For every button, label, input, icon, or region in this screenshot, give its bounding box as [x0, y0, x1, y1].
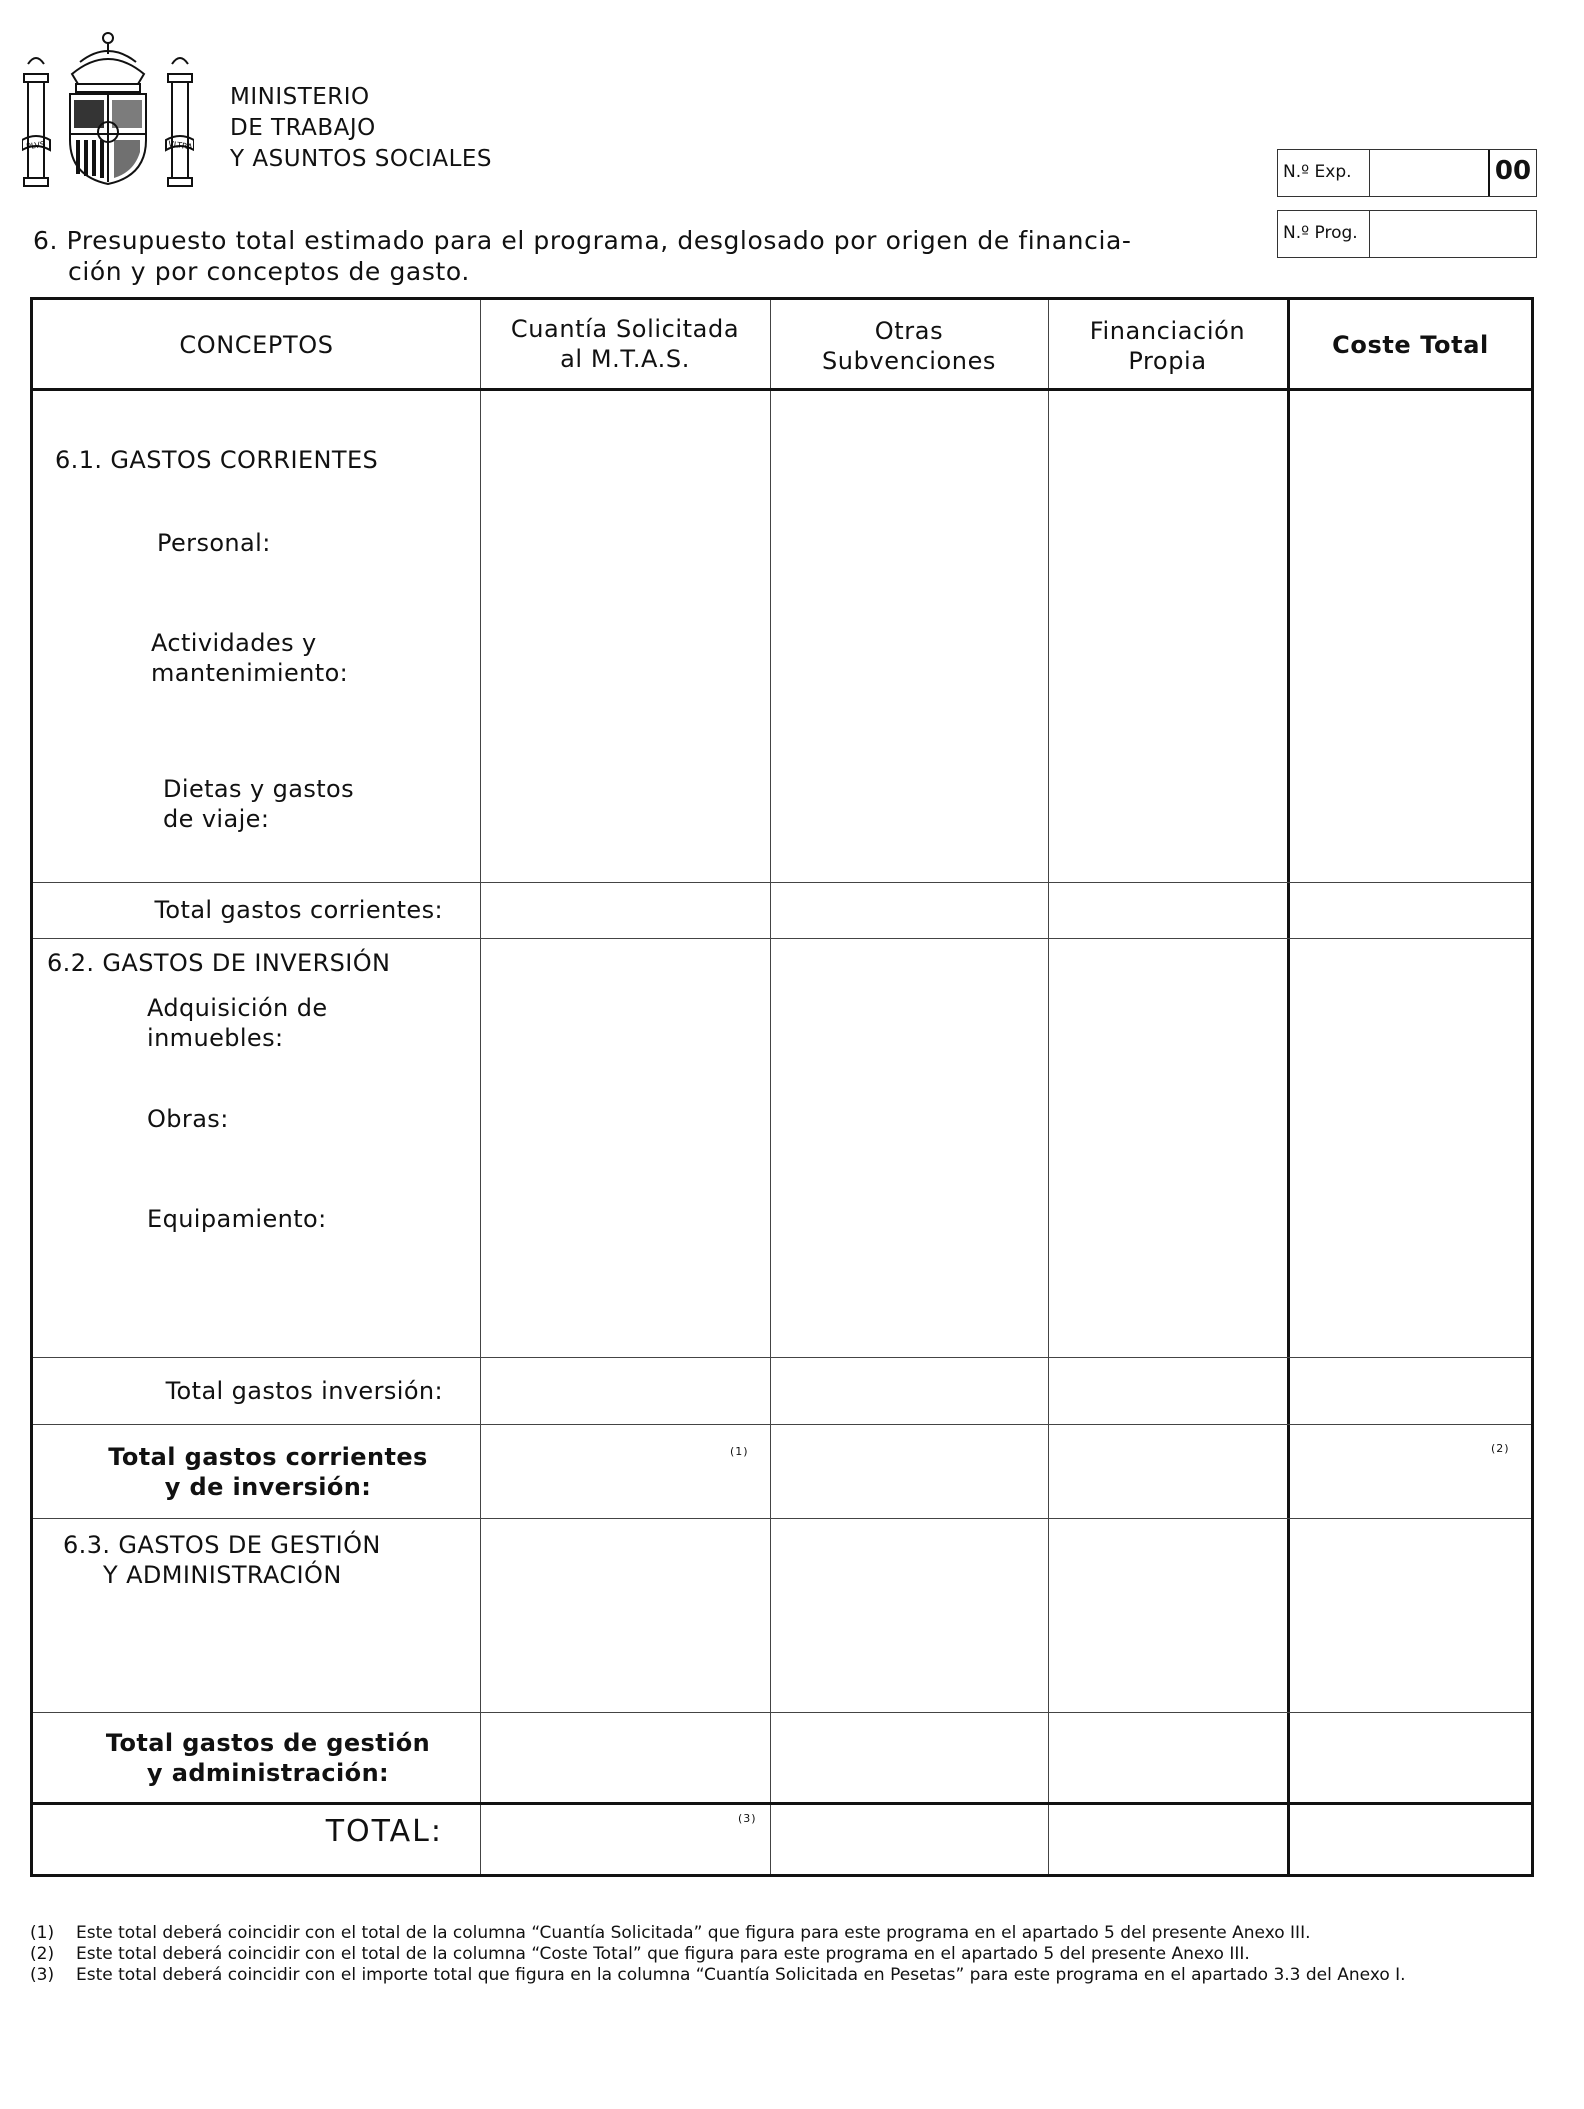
coat-of-arms-emblem [22, 30, 194, 188]
row-equipamiento: Equipamiento: [147, 1205, 327, 1233]
row-dietas-line-1: Dietas y gastos [163, 775, 355, 803]
ministry-line-3: Y ASUNTOS SOCIALES [230, 146, 493, 172]
row-total-gestion-line-1: Total gastos de gestión [105, 1729, 431, 1757]
section-title-line-2: ción y por conceptos de gasto. [68, 257, 470, 286]
footnote-1-number: (1) [30, 1923, 55, 1943]
row-divider [33, 1357, 1531, 1358]
row-divider [33, 1424, 1531, 1425]
footnote-1 [30, 1923, 1540, 1944]
row-obras: Obras: [147, 1105, 229, 1133]
prog-number-box [1277, 210, 1537, 258]
row-divider [33, 938, 1531, 939]
column-header-cuantia [480, 314, 770, 374]
svg-text:PLVS: PLVS [25, 139, 46, 152]
svg-text:VLTRA: VLTRA [167, 139, 194, 152]
column-header-otras-line-1: Otras [874, 317, 944, 345]
row-adquisicion-line-2: inmuebles: [147, 1024, 284, 1052]
section-gastos-gestion [63, 1530, 381, 1590]
row-dietas [163, 774, 354, 834]
footnote-1-text: Este total deberá coincidir con el total de la columna “Cuantía Solicitada” que figura para este programa en el apartado 5 del presente Anexo III. [76, 1923, 1311, 1943]
row-divider [33, 1802, 1531, 1805]
footnote-2-number: (2) [30, 1944, 55, 1964]
row-total-gestion [93, 1728, 443, 1788]
footnote-ref-2: (2) [1491, 1442, 1510, 1455]
column-header-conceptos [33, 330, 480, 360]
row-total: TOTAL: [325, 1814, 443, 1849]
row-total-corrientes-inversion [93, 1442, 443, 1502]
section-gastos-corrientes: 6.1. GASTOS CORRIENTES [55, 446, 379, 474]
row-total-gastos-corrientes: Total gastos corrientes: [154, 896, 443, 924]
row-actividades [151, 628, 348, 688]
footnote-3 [30, 1965, 1540, 1986]
column-header-cuantia-line-1: Cuantía Solicitada [510, 315, 740, 343]
column-header-financiacion-line-2: Propia [1128, 347, 1207, 375]
column-header-financiacion-line-1: Financiación [1089, 317, 1246, 345]
exp-number-box [1277, 149, 1537, 197]
row-personal: Personal: [157, 529, 271, 557]
footnotes [30, 1923, 1540, 1986]
column-header-coste-total-text: Coste Total [1332, 331, 1489, 359]
prog-label: N.º Prog. [1278, 211, 1370, 257]
column-header-financiacion [1048, 316, 1287, 376]
row-dietas-line-2: de viaje: [163, 805, 270, 833]
footnote-3-number: (3) [30, 1965, 55, 1985]
footnote-2 [30, 1944, 1540, 1965]
ministry-name [230, 82, 492, 175]
footnote-2-text: Este total deberá coincidir con el total de la columna “Coste Total” que figura para este programa en el apartado 5 del presente Anexo III. [76, 1944, 1250, 1964]
footnote-3-text: Este total deberá coincidir con el importe total que figura en la columna “Cuantía Solicitada en Pesetas” para este programa en el apartado 3.3 del Anexo I. [76, 1965, 1406, 1985]
column-divider [480, 300, 481, 1874]
row-actividades-line-1: Actividades y [151, 629, 317, 657]
footnote-ref-1: (1) [730, 1445, 749, 1458]
column-header-otras [770, 316, 1048, 376]
budget-table [30, 297, 1534, 1877]
exp-number-field[interactable] [1370, 150, 1490, 196]
exp-code: 00 [1494, 156, 1532, 186]
row-total-gastos-inversion: Total gastos inversión: [165, 1377, 443, 1405]
row-total-corrientes-inversion-line-2: y de inversión: [164, 1473, 372, 1501]
row-divider [33, 882, 1531, 883]
row-adquisicion-line-1: Adquisición de [147, 994, 328, 1022]
row-divider [33, 1518, 1531, 1519]
header-divider [33, 388, 1531, 391]
column-header-coste-total [1287, 330, 1534, 360]
column-header-otras-line-2: Subvenciones [821, 347, 997, 375]
row-actividades-line-2: mantenimiento: [151, 659, 349, 687]
section-title-line-1: 6. Presupuesto total estimado para el programa, desglosado por origen de financia- [33, 226, 1132, 255]
column-header-cuantia-line-2: al M.T.A.S. [560, 345, 690, 373]
column-divider [1287, 300, 1290, 1874]
section-title [33, 225, 1132, 287]
ministry-line-2: DE TRABAJO [230, 115, 376, 141]
exp-label: N.º Exp. [1278, 150, 1370, 196]
section-gastos-gestion-line-1: 6.3. GASTOS DE GESTIÓN [63, 1531, 381, 1559]
section-gastos-inversion: 6.2. GASTOS DE INVERSIÓN [47, 949, 391, 977]
column-divider [1048, 300, 1049, 1874]
prog-number-field[interactable] [1370, 211, 1536, 257]
row-adquisicion [147, 993, 328, 1053]
column-divider [770, 300, 771, 1874]
ministry-line-1: MINISTERIO [230, 84, 370, 110]
section-gastos-gestion-line-2: Y ADMINISTRACIÓN [103, 1561, 342, 1589]
column-header-conceptos-text: CONCEPTOS [179, 331, 334, 359]
footnote-ref-3: (3) [738, 1812, 757, 1825]
row-divider [33, 1712, 1531, 1713]
row-total-corrientes-inversion-line-1: Total gastos corrientes [108, 1443, 428, 1471]
row-total-gestion-line-2: y administración: [146, 1759, 390, 1787]
